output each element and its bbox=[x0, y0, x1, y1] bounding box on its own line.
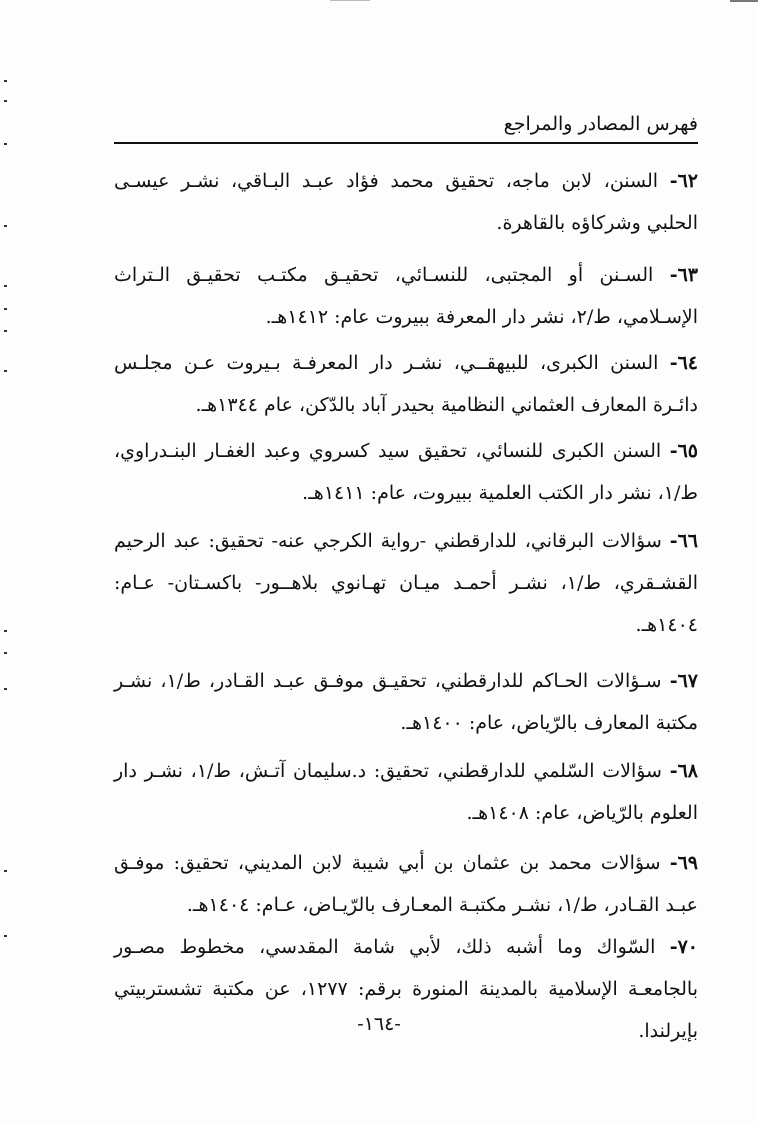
bibliography-entry bbox=[114, 750, 698, 834]
entry-text: سؤالات محمد بن عثمان بن أبي شيبة لابن المديني، تحقيق: موفـق عبـد القـادر، ط/١، نشـر مكتبـة المعـارف بالرّيـاض، عـام: ١٤٠٤هـ. bbox=[114, 852, 698, 916]
bibliography-entry bbox=[114, 842, 698, 926]
entry-text: السّواك وما أشبه ذلك، لأبي شامة المقدسي، مخطوط مصـور بالجامعـة الإسلامية بالمدينة المنورة برقم: ١٢٧٧، عن مكتبة تشستربيتي بإيرلندا. bbox=[114, 936, 698, 1042]
bibliography-entry bbox=[114, 660, 698, 744]
entry-text: السـنن أو المجتبى، للنسـائي، تحقيـق مكتـب تحقيـق الـتراث الإسـلامي، ط/٢، نشر دار المعرفة ببيروت عام: ١٤١٢هـ. bbox=[114, 264, 698, 328]
entry-number: ٧٠- bbox=[669, 936, 698, 958]
scan-tick bbox=[4, 308, 7, 310]
entry-text: سؤالات السّلمي للدارقطني، تحقيق: د.سليمان آتـش، ط/١، نشـر دار العلوم بالرّياض، عام: ١٤٠٨هـ. bbox=[114, 760, 698, 824]
entry-number: ٦٤- bbox=[669, 352, 698, 374]
scan-tick bbox=[4, 652, 7, 654]
bibliography-entry bbox=[114, 342, 698, 426]
scan-tick bbox=[4, 225, 7, 227]
scan-tick bbox=[4, 143, 7, 145]
scan-tick bbox=[4, 330, 7, 332]
bibliography-entry bbox=[114, 520, 698, 646]
bibliography-entry bbox=[114, 430, 698, 514]
entry-text: سؤالات البرقاني، للدارقطني -رواية الكرجي عنه- تحقيق: عبد الرحيم القشـقري، ط/١، نشـر أحمـد ميـان تهـانوي بلاهــور- باكسـتان- عـام: ١٤٠٤هـ. bbox=[114, 530, 698, 636]
entry-text: السنن الكبرى، للبيهقــي، نشـر دار المعرفـة بـيروت عـن مجلـس دائـرة المعارف العثماني النظامية بحيدر آباد بالدّكن، عام ١٣٤٤هـ. bbox=[114, 352, 698, 416]
scan-mark-corner bbox=[730, 0, 758, 2]
scan-tick bbox=[4, 285, 7, 287]
running-header: فهرس المصادر والمراجع bbox=[503, 113, 698, 135]
entry-text: السنن الكبرى للنسائي، تحقيق سيد كسروي وعبد الغفـار البنـدراوي، ط/١، نشر دار الكتب العلمية ببيروت، عام: ١٤١١هـ. bbox=[114, 440, 698, 504]
scan-mark-top bbox=[330, 0, 370, 1]
bibliography-entry bbox=[114, 254, 698, 338]
scan-tick bbox=[4, 630, 7, 632]
entry-text: السنن، لابن ماجه، تحقيق محمد فؤاد عبـد البـاقي، نشـر عيسـى الحلبي وشركاؤه بالقاهرة. bbox=[114, 170, 698, 234]
header-rule bbox=[114, 142, 698, 144]
scan-edge-marks bbox=[0, 0, 14, 1124]
scan-tick bbox=[4, 100, 7, 102]
scan-tick bbox=[4, 870, 7, 872]
entry-number: ٦٥- bbox=[669, 440, 698, 462]
scan-tick bbox=[4, 688, 7, 690]
entry-number: ٦٢- bbox=[669, 170, 698, 192]
entry-number: ٦٩- bbox=[669, 852, 698, 874]
entry-number: ٦٣- bbox=[669, 264, 698, 286]
scan-tick bbox=[4, 80, 7, 82]
scan-tick bbox=[4, 370, 7, 372]
entry-number: ٦٧- bbox=[669, 670, 699, 692]
entry-number: ٦٦- bbox=[669, 530, 698, 552]
entry-text: سـؤالات الحـاكم للدارقطني، تحقيـق موفـق عبـد القـادر، ط/١، نشـر مكتبة المعارف بالرّياض، عام: ١٤٠٠هـ. bbox=[114, 670, 698, 734]
bibliography-entry bbox=[114, 160, 698, 244]
page-number: -١٦٤- bbox=[357, 1013, 401, 1035]
scan-tick bbox=[4, 935, 7, 937]
entry-number: ٦٨- bbox=[669, 760, 699, 782]
